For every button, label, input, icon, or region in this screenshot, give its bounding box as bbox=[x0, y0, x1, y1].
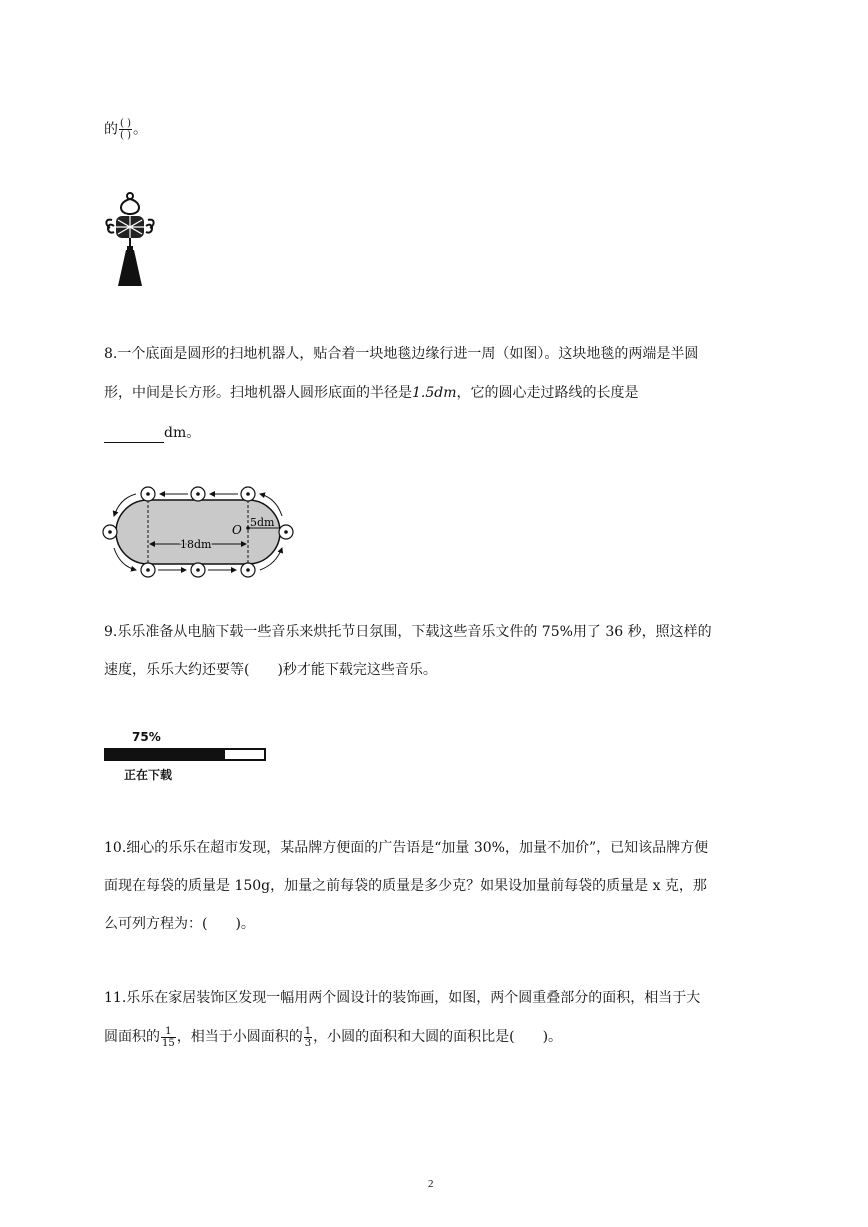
q11-text-c: ，小圆的面积和大圆的面积比是( )。 bbox=[313, 1029, 563, 1045]
q8-radius-value: 1.5dm bbox=[412, 385, 457, 401]
fraction-one-third bbox=[304, 1026, 312, 1049]
fraction-denominator: 15 bbox=[162, 1037, 175, 1049]
q11-text-a: 圆面积的 bbox=[104, 1029, 160, 1045]
q8-unit: dm。 bbox=[164, 425, 201, 441]
progress-bar bbox=[104, 748, 266, 761]
blank-fraction bbox=[119, 118, 132, 141]
progress-status-label: 正在下载 bbox=[124, 768, 173, 782]
carpet-path-diagram bbox=[98, 484, 298, 580]
q8-line-2 bbox=[104, 383, 639, 403]
fraction-numerator: ( ) bbox=[120, 118, 131, 129]
q9-line-2: 速度，乐乐大约还要等( )秒才能下载完这些音乐。 bbox=[104, 662, 437, 678]
q8-line-1: 8.一个底面是圆形的扫地机器人，贴合着一块地毯边缘行进一周（如图）。这块地毯的两端是半圆 bbox=[104, 346, 699, 362]
fragment-prefix: 的 bbox=[104, 121, 118, 138]
radius-label: 5dm bbox=[250, 516, 275, 529]
q10-line-3: 么可列方程为：( )。 bbox=[104, 916, 255, 932]
fraction-denominator: ( ) bbox=[120, 130, 131, 141]
q11-line-1: 11.乐乐在家居装饰区发现一幅用两个圆设计的装饰画，如图，两个圆重叠部分的面积，相当于大 bbox=[104, 990, 701, 1006]
page-number: 2 bbox=[428, 1178, 434, 1190]
q8-line-2-text-b: ，它的圆心走过路线的长度是 bbox=[456, 385, 639, 401]
q11-text-b: ，相当于小圆面积的 bbox=[176, 1029, 303, 1045]
answer-blank[interactable] bbox=[104, 428, 164, 443]
q11-line-2 bbox=[104, 1024, 562, 1050]
q10-line-2: 面现在每袋的质量是 150g，加量之前每袋的质量是多少克？如果设加量前每袋的质量是 x 克，那 bbox=[104, 878, 707, 894]
fraction-one-fifteenth bbox=[161, 1026, 176, 1049]
fraction-numerator: 1 bbox=[161, 1026, 176, 1038]
q8-line-2-text: 形，中间是长方形。扫地机器人圆形底面的半径是 bbox=[104, 385, 412, 401]
progress-percent-label: 75% bbox=[132, 730, 161, 744]
download-progress-widget bbox=[104, 730, 264, 786]
fraction-fragment-line bbox=[104, 118, 147, 141]
chinese-knot-image bbox=[100, 190, 160, 290]
carpet-shape bbox=[116, 500, 280, 564]
fraction-numerator: 1 bbox=[304, 1025, 312, 1037]
q9-line-1: 9.乐乐准备从电脑下载一些音乐来烘托节日氛围，下载这些音乐文件的 75%用了 36 秒，照这样的 bbox=[104, 624, 712, 640]
q10-line-1: 10.细心的乐乐在超市发现，某品牌方便面的广告语是“加量 30%，加量不加价”，已知该品牌方便 bbox=[104, 840, 709, 856]
center-label: O bbox=[232, 523, 242, 537]
length-label: 18dm bbox=[180, 538, 212, 551]
q8-line-3 bbox=[104, 423, 200, 443]
progress-bar-fill bbox=[106, 750, 225, 759]
fraction-denominator: 3 bbox=[304, 1037, 312, 1049]
fragment-suffix: 。 bbox=[132, 121, 147, 138]
